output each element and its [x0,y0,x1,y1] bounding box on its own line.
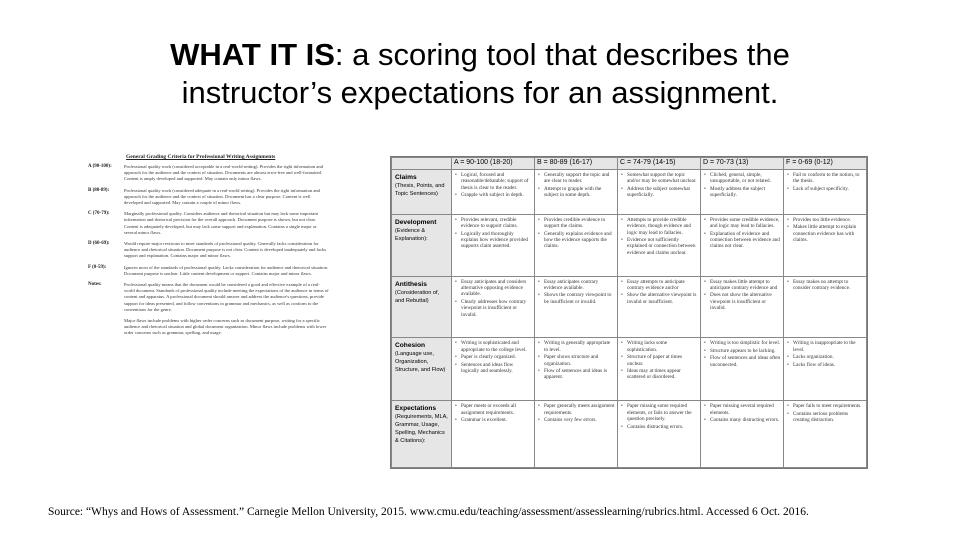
criteria-grade-label: F (0-59): [88,264,107,270]
criterion-subtitle: (Thesis, Points, and Topic Sentences) [395,183,445,197]
rubric-bullet: • Explanation of evidence and connection between evidence and claims not clear. [704,231,781,250]
criteria-description: Marginally professional quality. Considers audience and rhetorical situation but may lack some important information and rhetorical precision for the overall approach. Document purpose is shown, but not clear. Content is adequately developed, but may lack some support and explanation. Contains a single major or several minor flaws. [124,211,318,235]
rubric-bullet: • Contains distracting errors. [621,424,698,430]
rubric-column-header: D = 70-73 (13) [701,158,784,170]
criteria-description: Professional quality work (considered acceptable in a real-world setting). Provides the right information and approach for the audience and the context of situation. Documents are almost error-free and well-formatted. Content is amply developed and supported. May contain only minor flaws. [124,164,324,182]
rubric-bullet: • Logically and thoroughly explains how evidence provided supports claim asserted. [455,231,532,250]
rubric-cell [452,170,535,215]
rubric-cell [784,401,867,468]
rubric-column-header: F = 0-69 (0-12) [784,158,867,170]
rubric-cell [535,338,618,401]
rubric-bullet: • Somewhat support the topic and/or may be somewhat unclear. [621,172,698,185]
rubric-cell [452,338,535,401]
criteria-row [88,164,330,183]
rubric-header-row [392,158,867,170]
rubric-bullet: • Makes little attempt to explain connection evidence has with claims. [787,224,864,243]
rubric-bullet: • Generally explains evidence and how the evidence supports the claims. [538,231,615,250]
rubric-row [392,170,867,215]
rubric-table-image [390,156,868,469]
rubric-cell [784,170,867,215]
rubric-bullet: • Logical, focused and reasonable/debatable; support of thesis is clear to the reader. [455,172,532,191]
rubric-column-header [392,158,452,170]
rubric-cell [452,401,535,468]
rubric-bullet: • Paper missing some required elements, or fails to answer the question precisely. [621,403,698,422]
rubric-bullet: • Writing is generally appropriate to level. [538,340,615,353]
rubric-cell [784,276,867,338]
rubric-bullet: • Attempt to grapple with the subject in some depth. [538,186,615,199]
rubric-row [392,401,867,468]
rubric-bullet: • Does not show the alternative viewpoint is insufficient or invalid. [704,292,781,311]
criteria-row [88,265,330,277]
criteria-description: Professional quality means that the document would be considered a good and effective example of a real-world document. Standards of professional quality include meeting the expectations of the audience in terms of content and apparatus. A professional document should answer and address the audience's questions, provide support for ideas presented, and follow conventions in grammar and mechanics, as well as conform to the conventions for the genre. [124,282,329,312]
rubric-bullet: • Contains serious problems creating distraction. [787,411,864,424]
rubric-cell [618,214,701,276]
rubric-row [392,338,867,401]
rubric-bullet: • Provides some credible evidence, and logic may lead to fallacies. [704,217,781,230]
rubric-bullet: • Ideas may at times appear scattered or disordered. [621,368,698,381]
rubric-bullet: • Essay makes no attempt to consider contrary evidence. [787,279,864,292]
rubric-bullet: • Evidence not sufficiently explained or connection between evidence and claims unclear. [621,237,698,256]
rubric-cell [452,276,535,338]
rubric-bullet: • Shows the contrary viewpoint to be insufficient or invalid. [538,292,615,305]
rubric-bullet: • Lacks flow of ideas. [787,362,864,368]
rubric-cell [618,276,701,338]
rubric-bullet: • Writing is sophisticated and appropriate to the college level. [455,340,532,353]
rubric-bullet: • Paper missing several required elements. [704,403,781,416]
criteria-description: Major flaws include problems with higher order concerns such as document purpose, writing for a specific audience and rhetorical situation and global document organization. Minor flaws include problems with lower order concerns such as grammar, spelling, and usage. [124,318,327,336]
criterion-subtitle: (Consideration of, and Rebuttal) [395,289,440,304]
rubric-criterion [392,338,452,401]
source-citation: Source: “Whys and Hows of Assessment.” Carnegie Mellon University, 2015. www.cmu.edu/teaching/assessment/assesslearning/rubrics.html. Accessed 6 Oct. 2016. [48,506,809,518]
rubric-bullet: • Show the alternative viewpoint is invalid or insufficient. [621,292,698,305]
rubric-bullet: • Address the subject somewhat superficially. [621,186,698,199]
rubric-column-header: C = 74-79 (14-15) [618,158,701,170]
rubric-column-header: A = 90-100 (18-20) [452,158,535,170]
rubric-cell [784,214,867,276]
rubric-bullet: • Contains many distracting errors. [704,417,781,423]
criteria-row [88,241,330,260]
rubric-cell [452,214,535,276]
rubric-column-header: B = 80-89 (16-17) [535,158,618,170]
rubric-criterion [392,276,452,338]
criteria-row [88,318,330,337]
criteria-row [88,282,330,313]
rubric-bullet: • Fail to conform to the notion, to the thesis. [787,172,864,185]
rubric-bullet: • Provides too little evidence. [787,217,864,223]
rubric-bullet: • Paper generally meets assignment requirements. [538,403,615,416]
rubric-bullet: • Writing is inappropriate to the level. [787,340,864,353]
rubric-bullet: • Essay anticipates and considers alternative opposing evidence available. [455,279,532,298]
criterion-subtitle: (Language use, Organization, Structure, and Flow) [395,351,446,374]
rubric-cell [618,401,701,468]
rubric-table [391,157,867,468]
rubric-bullet: • Structure appears to be lacking. [704,348,781,354]
criterion-title: Cohesion [395,342,426,350]
rubric-row [392,276,867,338]
rubric-criterion [392,214,452,276]
rubric-cell [535,170,618,215]
criteria-grade-label: C (70-79): [88,211,110,217]
rubric-row [392,214,867,276]
rubric-bullet: • Essay anticipates contrary evidence available. [538,279,615,292]
criteria-row [88,211,330,236]
title-line-1 [60,36,900,74]
rubric-bullet: • Essay attempts to anticipate contrary evidence and/or [621,279,698,292]
rubric-bullet: • Clearly addresses how contrary viewpoint is insufficient or invalid. [455,299,532,318]
rubric-bullet: • Mostly address the subject superficially. [704,186,781,199]
title-line-2: instructor’s expectations for an assignment. [181,75,779,110]
rubric-cell [618,170,701,215]
criteria-row [88,188,330,207]
rubric-bullet: • Writing lacks some sophistication. [621,340,698,353]
rubric-cell [701,276,784,338]
criteria-description: Ignores most of the standards of professional quality. Lacks consideration for audience and rhetorical situation. Document purpose is unclear. Little content development or support. Contains major and minor flaws. [124,264,329,276]
rubric-bullet: • Clichéd, general, simple, unsupportable, or not related. [704,172,781,185]
rubric-cell [535,401,618,468]
rubric-bullet: • Provides credible evidence to support the claims. [538,217,615,230]
criterion-title: Claims [395,174,417,181]
rubric-bullet: • Structure of paper at times unclear. [621,354,698,367]
rubric-bullet: • Paper fails to meet requirements. [787,403,864,409]
rubric-bullet: • Flow of sentences and ideas is apparent. [538,368,615,381]
rubric-bullet: • Paper meets or exceeds all assignment requirements. [455,403,532,416]
rubric-bullet: • Contains very few errors. [538,417,615,423]
rubric-bullet: • Generally support the topic and are clear to reader. [538,172,615,185]
rubric-bullet: • Writing is too simplistic for level. [704,340,781,346]
criteria-grade-label: B (80-89): [88,187,110,193]
rubric-bullet: • Lack of subject specificity. [787,186,864,192]
criterion-title: Expectations [395,405,437,413]
criteria-grade-label [88,318,124,337]
criteria-grade-label: Notes: [88,282,102,288]
criteria-list [88,164,330,337]
rubric-cell [701,401,784,468]
title-lead: WHAT IT IS [170,37,335,72]
rubric-cell [784,338,867,401]
criterion-subtitle: (Requirements, MLA, Grammar, Usage, Spelling, Mechanics & Citations): [395,414,448,445]
slide-title [60,36,900,112]
criteria-description: Professional quality work (considered adequate in a real-world setting). Provides the right information and approach for the audience and the context of situation. Document has a clear purpose. Content is well developed and supported. May contain a couple of minor flaws. [124,187,320,206]
rubric-bullet: • Lacks organization. [787,354,864,360]
criteria-heading: General Grading Criteria for Professional Writing Assignments [126,154,276,160]
title-rest: : a scoring tool that describes the [334,37,790,72]
rubric-body [392,170,867,468]
rubric-cell [701,170,784,215]
rubric-cell [535,214,618,276]
rubric-criterion [392,401,452,468]
rubric-cell [618,338,701,401]
criteria-grade-label: D (60-69): [88,241,110,247]
rubric-bullet: • Attempts to provide credible evidence, though evidence and logic may lead to fallacies. [621,217,698,236]
criterion-title: Antithesis [395,280,427,288]
rubric-bullet: • Grammar is excellent. [455,417,532,423]
rubric-cell [535,276,618,338]
rubric-bullet: • Sentences and ideas flow logically and seamlessly. [455,362,532,375]
rubric-cell [701,214,784,276]
criterion-title: Development [395,218,437,226]
rubric-bullet: • Paper is clearly organized. [455,354,532,360]
rubric-bullet: • Paper shows structure and organization. [538,354,615,367]
rubric-cell [701,338,784,401]
rubric-bullet: • Grapple with subject in depth. [455,192,532,198]
criteria-grade-label: A (90-100): [88,164,112,169]
criterion-subtitle: (Evidence & Explanation): [395,227,428,242]
criteria-description: Would require major revisions to meet standards of professional quality. Generally lacks consideration for audience and rhetorical situation. Document purpose is not clear. Content is developed inadequately and lacks support and explanation. Contains major and minor flaws. [124,241,327,259]
rubric-criterion [392,170,452,215]
rubric-bullet: • Flow of sentences and ideas often unconnected. [704,355,781,368]
rubric-bullet: • Provides relevant, credible evidence to support claims. [455,217,532,230]
rubric-bullet: • Essay makes little attempt to anticipate contrary evidence and [704,279,781,292]
grading-criteria-image [88,148,330,474]
